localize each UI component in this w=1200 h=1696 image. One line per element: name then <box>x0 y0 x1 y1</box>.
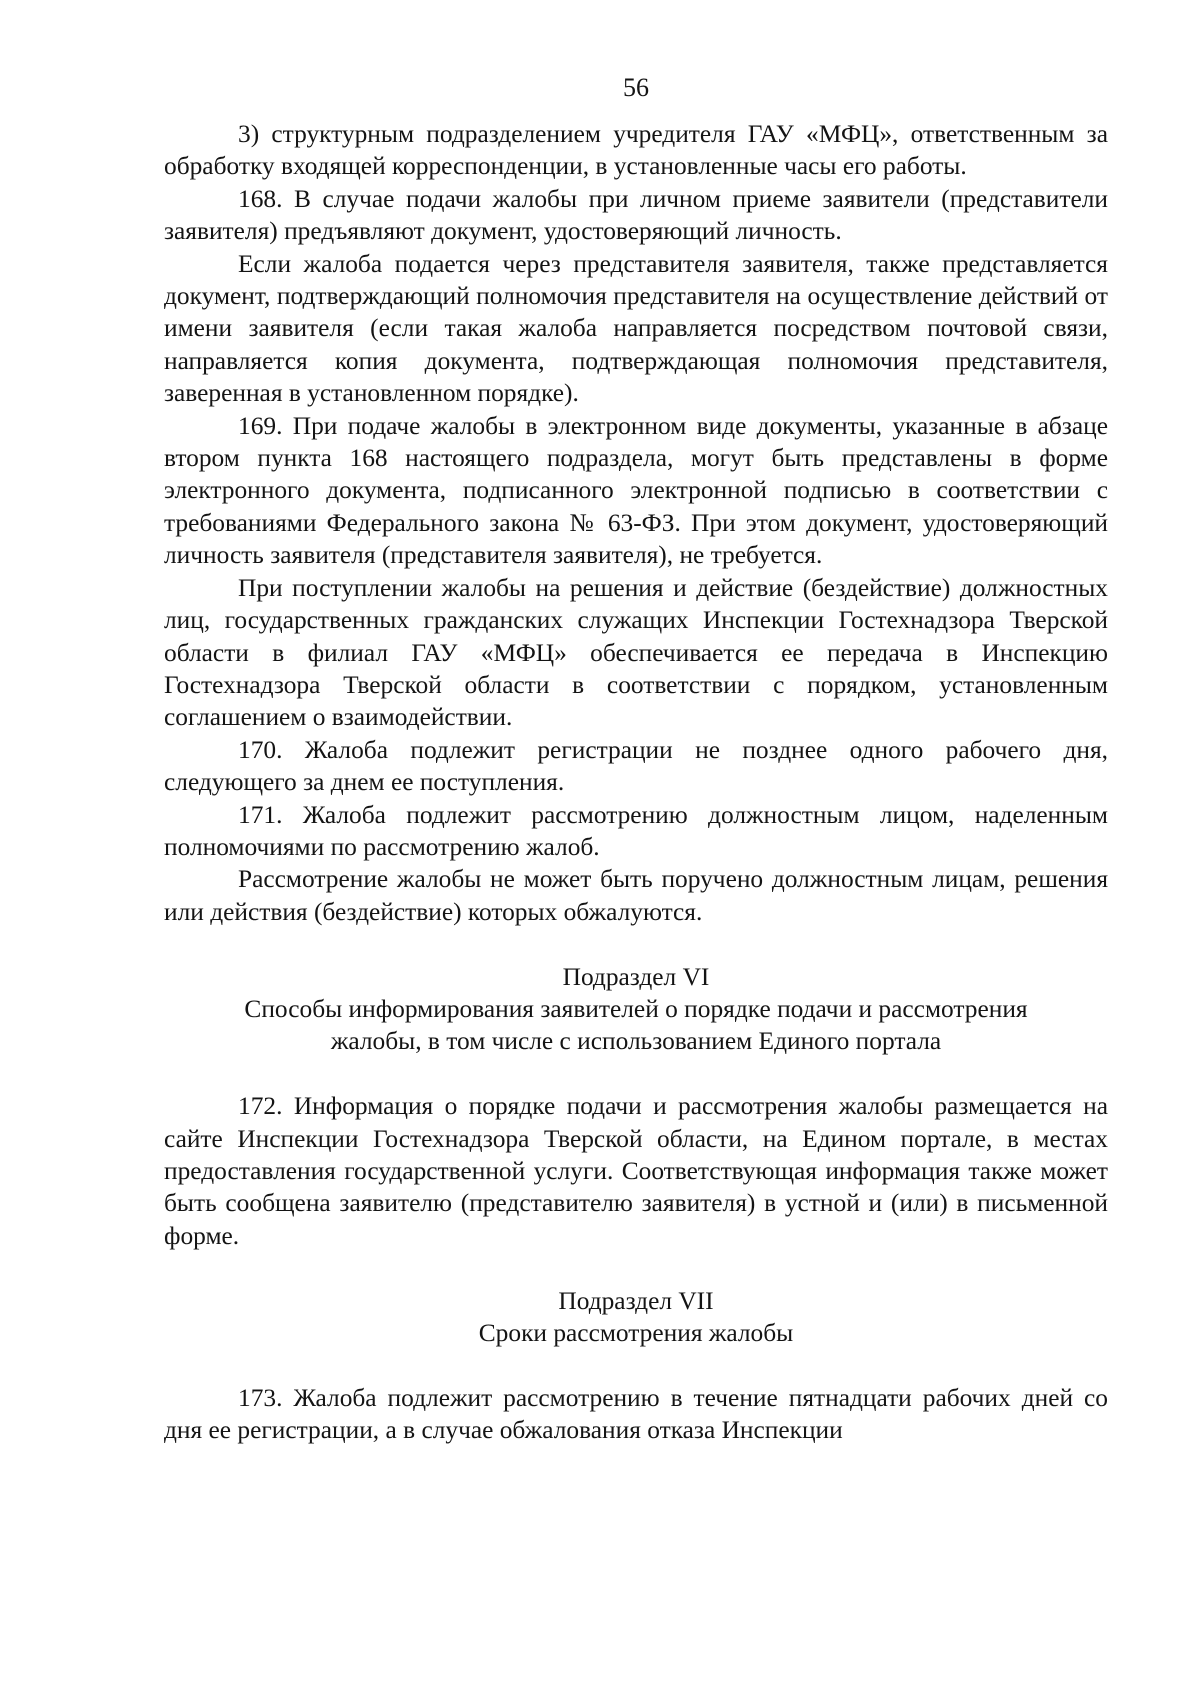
subsection-7-heading <box>164 1285 1108 1350</box>
document-body <box>164 118 1108 1447</box>
paragraph-172: 172. Информация о порядке подачи и рассмотрения жалобы размещается на сайте Инспекции Гостехнадзора Тверской области, на Едином портале, в местах предоставления государственной услуги. Соответствующая информация также может быть сообщена заявителю (представителю заявителя) в устной и (или) в письменной форме. <box>164 1092 1108 1250</box>
page-number: 56 <box>623 73 649 102</box>
paragraph-169: 169. При подаче жалобы в электронном виде документы, указанные в абзаце втором пункта 168 настоящего подраздела, могут быть представлены в форме электронного документа, подписанного электронной подписью в соответствии с требованиями Федерального закона № 63-ФЗ. При этом документ, удостоверяющий личность заявителя (представителя заявителя), не требуется. <box>164 411 1108 570</box>
spacer <box>164 1058 1108 1090</box>
spacer <box>164 928 1108 960</box>
subsection-6-label: Подраздел VI <box>562 962 710 991</box>
paragraph-173: 173. Жалоба подлежит рассмотрению в течение пятнадцати рабочих дней со дня ее регистрации, а в случае обжалования отказа Инспекции <box>164 1383 1108 1445</box>
paragraph-170: 170. Жалоба подлежит регистрации не позднее одного рабочего дня, следующего за днем ее поступления. <box>164 735 1108 797</box>
paragraph-169-mfc: При поступлении жалобы на решения и действие (бездействие) должностных лиц, государственных гражданских служащих Инспекции Гостехнадзора Тверской области в филиал ГАУ «МФЦ» обеспечивается ее передача в Инспекцию Гостехнадзора Тверской области в соответствии с порядком, установленным соглашением о взаимодействии. <box>164 573 1108 732</box>
subsection-6-heading <box>164 961 1108 1058</box>
paragraph-168: 168. В случае подачи жалобы при личном приеме заявители (представители заявителя) предъявляют документ, удостоверяющий личность. <box>164 184 1108 246</box>
subsection-7-label: Подраздел VII <box>558 1286 714 1315</box>
paragraph-item-3: 3) структурным подразделением учредителя ГАУ «МФЦ», ответственным за обработку входящей корреспонденции, в установленные часы его работы. <box>164 120 1108 181</box>
spacer <box>164 1252 1108 1284</box>
paragraph-171-restriction: Рассмотрение жалобы не может быть поручено должностным лицам, решения или действия (бездействие) которых обжалуются. <box>164 865 1108 926</box>
subsection-7-title: Сроки рассмотрения жалобы <box>478 1318 794 1347</box>
paragraph-168-representative: Если жалоба подается через представителя заявителя, также представляется документ, подтверждающий полномочия представителя на осуществление действий от имени заявителя (если такая жалоба направляется посредством почтовой связи, направляется копия документа, подтверждающая полномочия представителя, заверенная в установленном порядке). <box>164 249 1108 408</box>
spacer <box>164 1349 1108 1381</box>
subsection-6-title-line-1: Способы информирования заявителей о порядке подачи и рассмотрения <box>244 994 1028 1023</box>
paragraph-171: 171. Жалоба подлежит рассмотрению должностным лицом, наделенным полномочиями по рассмотрению жалоб. <box>164 800 1108 861</box>
subsection-6-title-line-2: жалобы, в том числе с использованием Единого портала <box>330 1027 942 1056</box>
